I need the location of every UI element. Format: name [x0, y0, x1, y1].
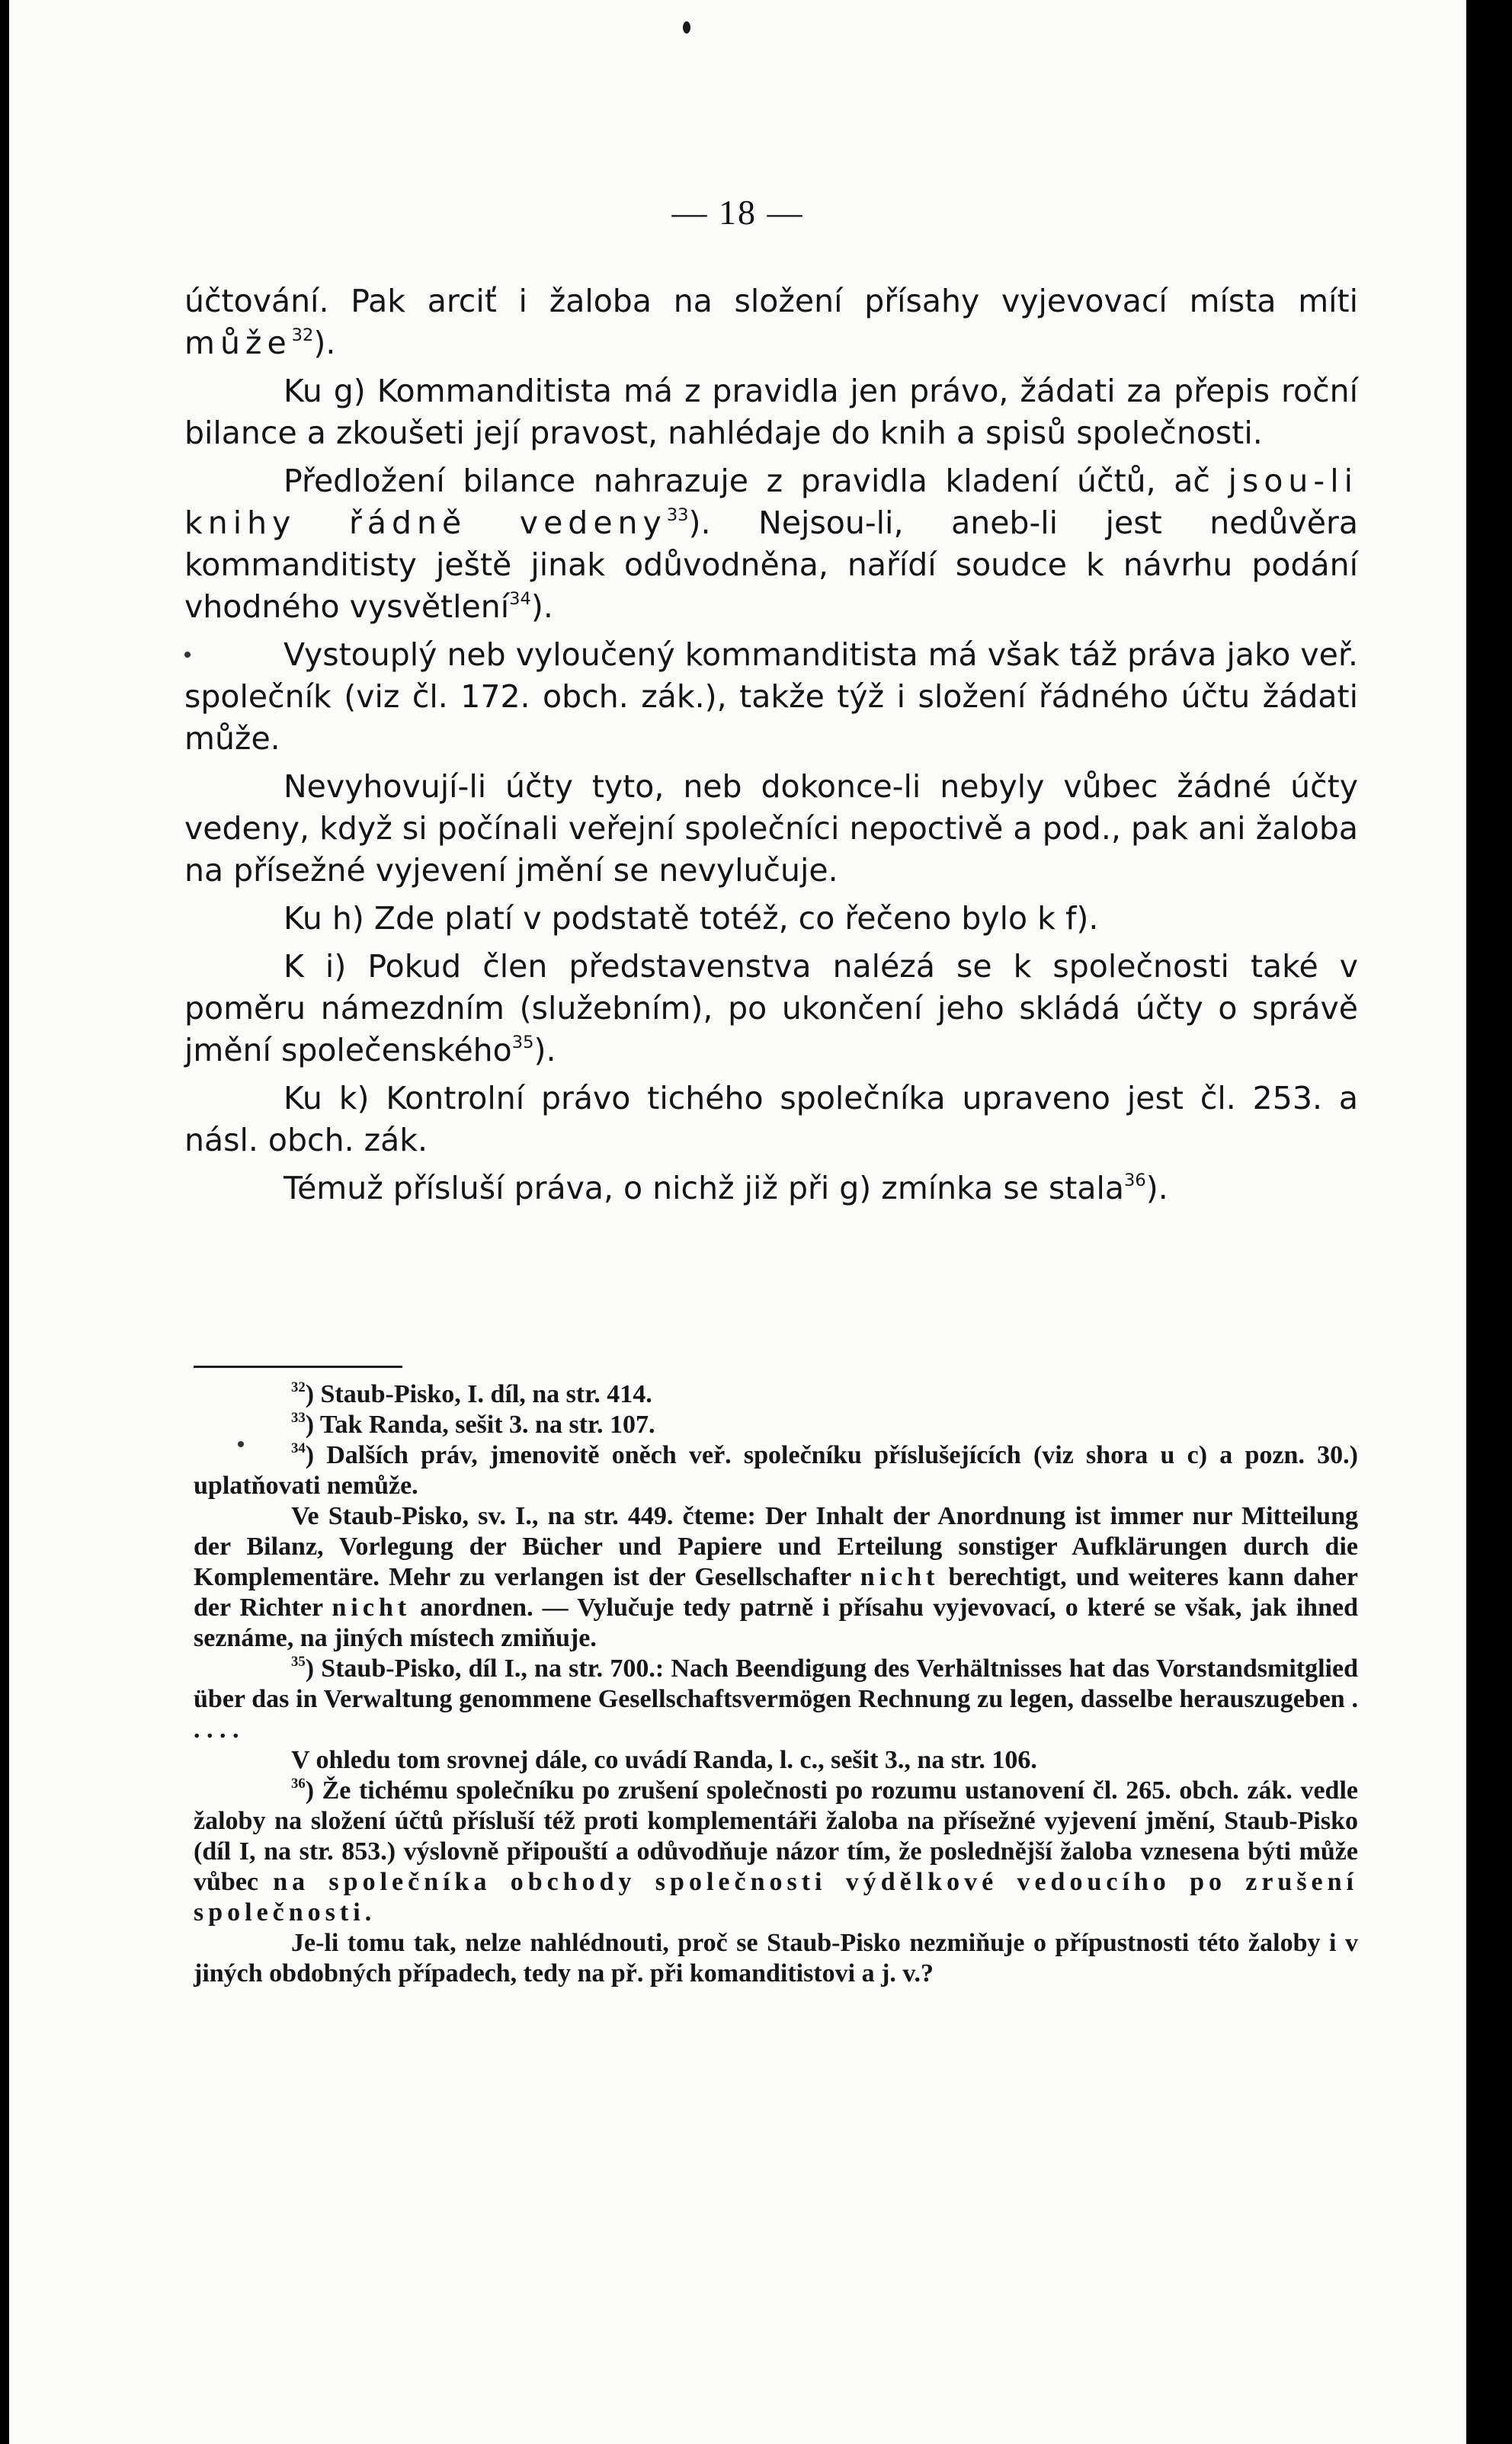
footnote-mark: 33 [291, 1409, 306, 1426]
spaced-emphasis: nicht [860, 1563, 940, 1591]
page-number: — 18 — [671, 193, 804, 232]
paragraph-8: Ku k) Kontrolní právo tichého společníka upraveno jest čl. 253. a násl. obch. zák. [184, 1080, 1358, 1158]
spaced-emphasis: nicht [332, 1594, 412, 1622]
spaced-emphasis: jsou-li knihy řádně vedeny [184, 463, 1358, 541]
footnote-mark: 32 [291, 1379, 306, 1395]
footnote-ref-35[interactable]: 35 [511, 1033, 534, 1053]
spaced-emphasis: na společníka obchody společnosti výdělkové vedoucího po zrušení společnosti [194, 1868, 1359, 1927]
footnote-mark: 34 [291, 1440, 306, 1456]
footnote-35-continuation: V ohledu tom srovnej dále, co uvádí Randa, l. c., sešit 3., na str. 106. [291, 1746, 1037, 1774]
footnote-35: $^{35}$) Staub-Pisko, díl I., na str. 700.: Nach Beendigung des Verhältnisses hat das Vorstandsmitglied über das in Verwaltung genommene Gesellschaftsvermögen Rechnung zu legen, dasselbe herauszugeben . . . . . [194, 1653, 1358, 1744]
paragraph-6: Ku h) Zde platí v podstatě totéž, co řečeno bylo k f). [284, 900, 1099, 937]
print-speck [683, 21, 690, 34]
footnote-mark: 36 [291, 1775, 306, 1792]
footnote-32: $^{32}$) Staub-Pisko, I. díl, na str. 414. [291, 1379, 652, 1408]
main-text [184, 280, 1358, 1209]
footnote-ref-34[interactable]: 34 [509, 589, 531, 610]
footnote-ref-33[interactable]: 33 [666, 505, 689, 526]
book-page [9, 0, 1466, 2444]
footnote-ref-36[interactable]: 36 [1124, 1171, 1146, 1191]
spaced-emphasis: může [184, 325, 292, 361]
footnote-36: $^{36}$) Že tichému společníku po zrušení společnosti po rozumu ustanovení čl. 265. obch. zák. vedle žaloby na složení účtů přísluší též proti komplementáři žaloba na přísežné vyjevení jmění, Staub-Pisko (díl I, na str. 853.) výslovně připouští a odůvodňuje názor tím, že poslednější žaloba vznesena býti může vůbec na společníka obchody společnosti výdělkové vedoucího po zrušení společnosti. [194, 1775, 1359, 1927]
paragraph-4: Vystouplý neb vyloučený kommanditista má však táž práva jako veř. společník (viz čl. 172. obch. zák.), takže týž i složení řádného účtu žádati může. [184, 636, 1358, 757]
footnote-33: $^{33}$) Tak Randa, sešit 3. na str. 107. [291, 1409, 655, 1439]
footnote-34: $^{34}$) Dalších práv, jmenovitě oněch veř. společníku příslušejících (viz shora u c) a pozn. 30.) uplatňovati nemůže. [194, 1440, 1358, 1500]
footnote-separator [194, 1366, 402, 1368]
footnote-36-continuation: Je-li tomu tak, nelze nahlédnouti, proč se Staub-Pisko nezmiňuje o přípustnosti této žaloby i v jiných obdobných případech, tedy na př. při komanditistovi a j. v.? [194, 1929, 1358, 1988]
paragraph-3: Předložení bilance nahrazuje z pravidla kladení účtů, ač jsou-li knihy řádně vedeny$^{33}$). Nejsou-li, aneb-li jest nedůvěra kommanditisty ještě jinak odůvodněna, nařídí soudce k návrhu podání vhodného vysvětlení$^{34}$). [184, 463, 1359, 625]
scan-border [1466, 0, 1512, 2444]
footnote-34-continuation: Ve Staub-Pisko, sv. I., na str. 449. čteme: Der Inhalt der Anordnung ist immer nur Mitteilung der Bilanz, Vorlegung der Bücher und Papiere und Erteilung sonstiger Aufklärungen durch die Komplementäre. Mehr zu verlangen ist der Gesellschafter nicht berechtigt, und weiteres kann daher der Richter nicht anordnen. — Vylučuje tedy patrně i přísahu vyjevovací, o které se však, jak ihned seznáme, na jiných místech zmiňuje. [194, 1502, 1358, 1652]
footnote-mark: 35 [291, 1653, 306, 1670]
paragraph-7: K i) Pokud člen představenstva nalézá se k společnosti také v poměru námezdním (služebním), po ukončení jeho skládá účty o správě jmění společenského$^{35}$). [184, 948, 1358, 1068]
footnote-ref-32[interactable]: 32 [291, 325, 314, 346]
footnotes [194, 1370, 1358, 1989]
paragraph-9: Témuž přísluší práva, o nichž již při g) zmínka se stala$^{36}$). [284, 1170, 1168, 1206]
paragraph-2: Ku g) Kommanditista má z pravidla jen právo, žádati za přepis roční bilance a zkoušeti její pravost, nahlédaje do knih a spisů společnosti. [184, 373, 1358, 451]
paragraph-5: Nevyhovují-li účty tyto, neb dokonce-li nebyly vůbec žádné účty vedeny, když si počínali veřejní společníci nepoctivě a pod., pak ani žaloba na přísežné vyjevení jmění se nevylučuje. [184, 768, 1358, 889]
paragraph-1: účtování. Pak arciť i žaloba na složení přísahy vyjevovací místa míti může$^{32}$). [184, 283, 1358, 361]
